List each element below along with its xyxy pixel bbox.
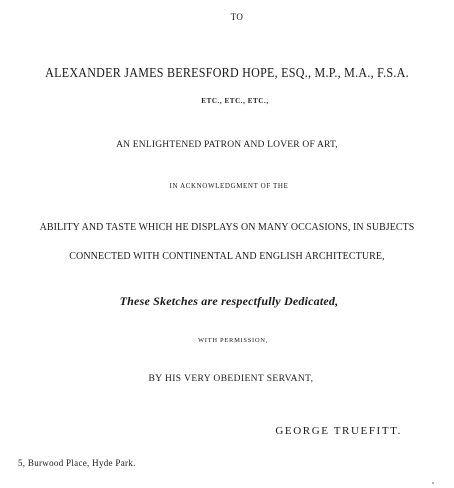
acknowledgment-line: IN ACKNOWLEDGMENT OF THE	[169, 182, 289, 190]
permission-line: WITH PERMISSION,	[197, 337, 269, 344]
dedication-to: TO	[230, 12, 244, 22]
patron-line: AN ENLIGHTENED PATRON AND LOVER OF ART,	[116, 140, 338, 150]
ability-line: ABILITY AND TASTE WHICH HE DISPLAYS ON MANY OCCASIONS, IN SUBJECTS	[39, 222, 415, 233]
author-address: 5, Burwood Place, Hyde Park.	[18, 458, 136, 468]
sketches-dedicated-line: These Sketches are respectfully Dedicated,	[119, 294, 339, 308]
architecture-line: CONNECTED WITH CONTINENTAL AND ENGLISH ARCHITECTURE,	[69, 251, 385, 262]
paper-speck	[432, 482, 434, 484]
servant-line: BY HIS VERY OBEDIENT SERVANT,	[148, 374, 314, 384]
dedicatee-name: ALEXANDER JAMES BERESFORD HOPE, ESQ., M.P., M.A., F.S.A.	[45, 66, 409, 81]
author-signature: GEORGE TRUEFITT.	[275, 425, 402, 437]
etc-line: ETC., ETC., ETC.,	[201, 97, 269, 105]
